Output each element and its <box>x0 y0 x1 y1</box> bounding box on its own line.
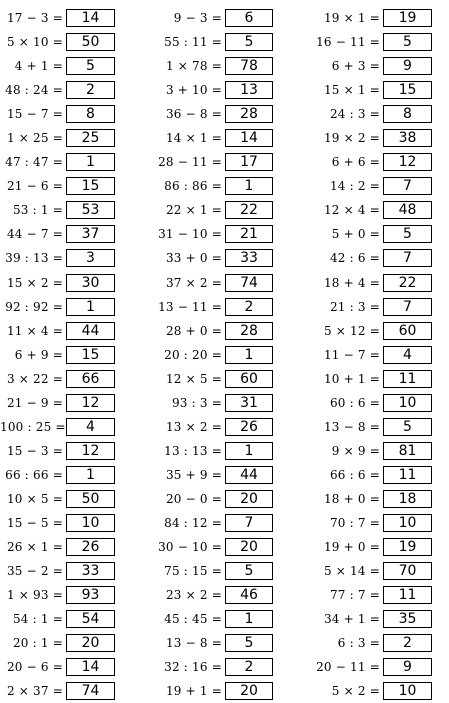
problem-row <box>0 30 115 54</box>
problem-row <box>316 655 432 679</box>
answer-box[interactable]: 1 <box>225 346 273 364</box>
problem-expression: 23 × 2 = <box>165 588 222 603</box>
problem-expression: 54 : 1 = <box>12 612 63 627</box>
answer-box[interactable]: 5 <box>225 634 273 652</box>
problem-expression: 30 − 10 = <box>158 540 222 555</box>
problem-expression: 22 × 1 = <box>165 203 222 218</box>
answer-box[interactable]: 8 <box>383 105 432 123</box>
problem-row <box>316 367 432 391</box>
problem-expression: 15 − 3 = <box>6 443 63 458</box>
answer-box[interactable]: 8 <box>66 105 115 123</box>
answer-box[interactable]: 44 <box>66 322 115 340</box>
answer-box[interactable]: 19 <box>383 538 432 556</box>
problem-expression: 45 : 45 = <box>164 612 222 627</box>
problem-expression: 31 − 10 = <box>158 227 222 242</box>
problem-expression: 33 + 0 = <box>165 251 222 266</box>
answer-box[interactable]: 5 <box>383 418 432 436</box>
problem-expression: 13 − 8 = <box>323 419 380 434</box>
answer-box[interactable]: 54 <box>66 610 115 628</box>
problem-row <box>157 391 273 415</box>
problem-expression: 37 × 2 = <box>165 275 222 290</box>
problem-row <box>0 271 115 295</box>
problem-expression: 14 × 1 = <box>165 131 222 146</box>
answer-box[interactable]: 9 <box>383 658 432 676</box>
answer-box[interactable]: 4 <box>66 418 115 436</box>
problem-expression: 10 × 5 = <box>6 491 63 506</box>
problem-row <box>316 6 432 30</box>
answer-box[interactable]: 44 <box>225 466 273 484</box>
problem-expression: 17 − 3 = <box>6 11 63 26</box>
answer-box[interactable]: 20 <box>66 634 115 652</box>
answer-box[interactable]: 19 <box>383 9 432 27</box>
problem-expression: 66 : 66 = <box>5 467 63 482</box>
problem-expression: 19 × 2 = <box>323 131 380 146</box>
answer-box[interactable]: 12 <box>66 394 115 412</box>
problem-row <box>0 198 115 222</box>
answer-box[interactable]: 81 <box>383 442 432 460</box>
problem-expression: 35 + 9 = <box>165 467 222 482</box>
problem-expression: 14 : 2 = <box>329 179 380 194</box>
problem-row <box>0 535 115 559</box>
problem-row <box>316 30 432 54</box>
problem-row <box>316 607 432 631</box>
problem-row <box>0 150 115 174</box>
answer-box[interactable]: 18 <box>383 490 432 508</box>
problem-expression: 11 − 7 = <box>323 347 380 362</box>
problem-row <box>0 631 115 655</box>
problem-expression: 13 : 13 = <box>164 443 222 458</box>
problem-expression: 60 : 6 = <box>329 395 380 410</box>
problem-row <box>316 583 432 607</box>
problem-row <box>0 391 115 415</box>
problem-row <box>0 655 115 679</box>
problem-row <box>316 463 432 487</box>
answer-box[interactable]: 1 <box>225 610 273 628</box>
problem-expression: 48 : 24 = <box>5 83 63 98</box>
problem-row <box>316 78 432 102</box>
answer-box[interactable]: 7 <box>383 249 432 267</box>
problem-row <box>316 679 432 703</box>
problem-row <box>157 535 273 559</box>
problem-expression: 6 + 9 = <box>14 347 63 362</box>
problem-row <box>0 246 115 270</box>
problem-row <box>157 343 273 367</box>
answer-box[interactable]: 20 <box>225 538 273 556</box>
answer-box[interactable]: 50 <box>66 490 115 508</box>
answer-box[interactable]: 10 <box>66 514 115 532</box>
problem-row <box>316 198 432 222</box>
problem-row <box>157 246 273 270</box>
problem-expression: 47 : 47 = <box>5 155 63 170</box>
answer-box[interactable]: 5 <box>383 225 432 243</box>
answer-box[interactable]: 9 <box>383 57 432 75</box>
answer-box[interactable]: 1 <box>66 153 115 171</box>
problem-row <box>157 30 273 54</box>
problem-row <box>157 439 273 463</box>
problem-row <box>157 295 273 319</box>
problem-expression: 2 × 37 = <box>6 684 63 699</box>
problem-row <box>157 78 273 102</box>
problem-expression: 20 : 1 = <box>12 636 63 651</box>
problem-row <box>157 415 273 439</box>
answer-box[interactable]: 28 <box>225 322 273 340</box>
answer-box[interactable]: 15 <box>66 346 115 364</box>
answer-box[interactable]: 20 <box>225 682 273 700</box>
problem-row <box>157 319 273 343</box>
problem-row <box>157 487 273 511</box>
problem-row <box>0 463 115 487</box>
problem-expression: 9 × 9 = <box>331 443 380 458</box>
problem-expression: 10 + 1 = <box>323 371 380 386</box>
problem-expression: 5 × 14 = <box>323 564 380 579</box>
answer-box[interactable]: 7 <box>383 177 432 195</box>
problem-row <box>0 295 115 319</box>
problem-row <box>0 511 115 535</box>
problem-row <box>316 174 432 198</box>
problem-column-3 <box>316 6 432 703</box>
problem-expression: 92 : 92 = <box>5 299 63 314</box>
answer-box[interactable]: 78 <box>225 57 273 75</box>
answer-box[interactable]: 7 <box>225 514 273 532</box>
problem-row <box>316 295 432 319</box>
problem-expression: 18 + 4 = <box>323 275 380 290</box>
problem-expression: 4 + 1 = <box>14 59 63 74</box>
problem-row <box>157 174 273 198</box>
problem-expression: 20 − 0 = <box>165 491 222 506</box>
answer-box[interactable]: 48 <box>383 201 432 219</box>
problem-expression: 6 + 3 = <box>331 59 380 74</box>
problem-row <box>157 559 273 583</box>
answer-box[interactable]: 66 <box>66 370 115 388</box>
answer-box[interactable]: 2 <box>225 658 273 676</box>
problem-expression: 1 × 25 = <box>6 131 63 146</box>
answer-box[interactable]: 2 <box>66 81 115 99</box>
problem-expression: 13 × 2 = <box>165 419 222 434</box>
problem-expression: 35 − 2 = <box>6 564 63 579</box>
problem-row <box>316 511 432 535</box>
problem-row <box>0 54 115 78</box>
answer-box[interactable]: 14 <box>66 9 115 27</box>
answer-box[interactable]: 7 <box>383 298 432 316</box>
problem-expression: 36 − 8 = <box>165 107 222 122</box>
problem-row <box>157 583 273 607</box>
problem-row <box>157 222 273 246</box>
problem-row <box>316 631 432 655</box>
answer-box[interactable]: 11 <box>383 466 432 484</box>
answer-box[interactable]: 5 <box>225 562 273 580</box>
answer-box[interactable]: 33 <box>66 562 115 580</box>
problem-expression: 100 : 25 = <box>0 419 66 434</box>
answer-box[interactable]: 5 <box>225 33 273 51</box>
problem-row <box>157 102 273 126</box>
answer-box[interactable]: 25 <box>66 129 115 147</box>
problem-row <box>316 246 432 270</box>
answer-box[interactable]: 46 <box>225 586 273 604</box>
problem-expression: 19 × 1 = <box>323 11 380 26</box>
problem-row <box>157 511 273 535</box>
answer-box[interactable]: 60 <box>225 370 273 388</box>
problem-row <box>157 367 273 391</box>
problem-expression: 32 : 16 = <box>164 660 222 675</box>
problem-row <box>316 343 432 367</box>
problem-row <box>316 559 432 583</box>
problem-row <box>0 102 115 126</box>
problem-expression: 86 : 86 = <box>164 179 222 194</box>
problem-expression: 15 − 7 = <box>6 107 63 122</box>
problem-expression: 5 × 12 = <box>323 323 380 338</box>
answer-box[interactable]: 2 <box>383 634 432 652</box>
problem-expression: 20 − 11 = <box>316 660 380 675</box>
problem-row <box>0 607 115 631</box>
answer-box[interactable]: 5 <box>66 57 115 75</box>
problem-expression: 9 − 3 = <box>173 11 222 26</box>
problem-row <box>0 319 115 343</box>
answer-box[interactable]: 37 <box>66 225 115 243</box>
problem-row <box>0 78 115 102</box>
problem-row <box>0 343 115 367</box>
problem-row <box>316 126 432 150</box>
problem-column-2 <box>157 6 273 703</box>
problem-row <box>316 102 432 126</box>
problem-expression: 93 : 3 = <box>171 395 222 410</box>
problem-expression: 13 − 8 = <box>165 636 222 651</box>
problem-expression: 12 × 4 = <box>323 203 380 218</box>
problem-row <box>316 271 432 295</box>
problem-expression: 42 : 6 = <box>329 251 380 266</box>
problem-expression: 16 − 11 = <box>316 35 380 50</box>
problem-expression: 15 × 1 = <box>323 83 380 98</box>
problem-expression: 21 : 3 = <box>329 299 380 314</box>
problem-row <box>0 367 115 391</box>
problem-row <box>157 54 273 78</box>
answer-box[interactable]: 11 <box>383 586 432 604</box>
problem-row <box>316 535 432 559</box>
problem-expression: 34 + 1 = <box>323 612 380 627</box>
problem-row <box>0 222 115 246</box>
problem-expression: 12 × 5 = <box>165 371 222 386</box>
answer-box[interactable]: 10 <box>383 394 432 412</box>
answer-box[interactable]: 38 <box>383 129 432 147</box>
problem-row <box>0 679 115 703</box>
problem-row <box>0 487 115 511</box>
problem-row <box>0 439 115 463</box>
problem-row <box>157 631 273 655</box>
problem-expression: 15 − 5 = <box>6 516 63 530</box>
problem-expression: 75 : 15 = <box>164 564 222 579</box>
answer-box[interactable]: 3 <box>66 249 115 267</box>
problem-expression: 44 − 7 = <box>6 227 63 242</box>
answer-box[interactable]: 10 <box>383 682 432 700</box>
answer-box[interactable]: 4 <box>383 346 432 364</box>
answer-box[interactable]: 26 <box>225 418 273 436</box>
answer-box[interactable]: 11 <box>383 370 432 388</box>
problem-expression: 3 + 10 = <box>165 83 222 98</box>
problem-expression: 3 × 22 = <box>6 371 63 386</box>
problem-row <box>316 439 432 463</box>
answer-box[interactable]: 31 <box>225 394 273 412</box>
problem-expression: 5 × 10 = <box>6 35 63 50</box>
answer-box[interactable]: 26 <box>66 538 115 556</box>
answer-box[interactable]: 15 <box>383 81 432 99</box>
problem-row <box>157 6 273 30</box>
problem-expression: 5 × 2 = <box>331 684 380 699</box>
answer-box[interactable]: 20 <box>225 490 273 508</box>
problem-row <box>316 54 432 78</box>
problem-expression: 11 × 4 = <box>6 323 63 338</box>
problem-expression: 5 + 0 = <box>331 227 380 242</box>
problem-row <box>0 6 115 30</box>
problem-expression: 21 − 6 = <box>6 179 63 194</box>
problem-expression: 77 : 7 = <box>329 588 380 603</box>
answer-box[interactable]: 74 <box>66 682 115 700</box>
answer-box[interactable]: 93 <box>66 586 115 604</box>
problem-expression: 1 × 93 = <box>6 588 63 603</box>
problem-expression: 20 − 6 = <box>6 660 63 675</box>
answer-box[interactable]: 12 <box>383 153 432 171</box>
answer-box[interactable]: 5 <box>383 33 432 51</box>
problem-row <box>157 271 273 295</box>
problem-expression: 6 : 3 = <box>337 636 380 651</box>
problem-row <box>0 583 115 607</box>
problem-row <box>316 150 432 174</box>
problem-row <box>157 150 273 174</box>
answer-box[interactable]: 12 <box>66 442 115 460</box>
answer-box[interactable]: 30 <box>66 274 115 292</box>
problem-expression: 13 − 11 = <box>158 299 222 314</box>
problem-row <box>157 463 273 487</box>
answer-box[interactable]: 22 <box>383 274 432 292</box>
problem-expression: 53 : 1 = <box>12 203 63 218</box>
problem-expression: 18 + 0 = <box>323 491 380 506</box>
answer-box[interactable]: 70 <box>383 562 432 580</box>
problem-column-1 <box>0 6 115 703</box>
problem-expression: 28 + 0 = <box>165 323 222 338</box>
answer-box[interactable]: 60 <box>383 322 432 340</box>
problem-expression: 26 × 1 = <box>6 540 63 555</box>
answer-box[interactable]: 14 <box>66 658 115 676</box>
answer-box[interactable]: 13 <box>225 81 273 99</box>
answer-box[interactable]: 22 <box>225 201 273 219</box>
answer-box[interactable]: 10 <box>383 514 432 532</box>
answer-box[interactable]: 2 <box>225 298 273 316</box>
problem-row <box>157 607 273 631</box>
problem-expression: 20 : 20 = <box>164 347 222 362</box>
problem-expression: 70 : 7 = <box>329 516 380 530</box>
problem-expression: 1 × 78 = <box>165 59 222 74</box>
problem-row <box>0 415 115 439</box>
answer-box[interactable]: 15 <box>66 177 115 195</box>
answer-box[interactable]: 1 <box>66 298 115 316</box>
answer-box[interactable]: 1 <box>66 466 115 484</box>
problem-row <box>157 126 273 150</box>
problem-expression: 66 : 6 = <box>329 467 380 482</box>
problem-expression: 21 − 9 = <box>6 395 63 410</box>
answer-box[interactable]: 6 <box>225 9 273 27</box>
problem-row <box>316 391 432 415</box>
problem-expression: 19 + 1 = <box>165 684 222 699</box>
answer-box[interactable]: 1 <box>225 442 273 460</box>
answer-box[interactable]: 74 <box>225 274 273 292</box>
answer-box[interactable]: 1 <box>225 177 273 195</box>
problem-expression: 55 : 11 = <box>164 35 222 50</box>
problem-row <box>0 559 115 583</box>
problem-expression: 24 : 3 = <box>329 107 380 122</box>
problem-expression: 39 : 13 = <box>5 251 63 266</box>
answer-box[interactable]: 21 <box>225 225 273 243</box>
problem-expression: 84 : 12 = <box>164 516 222 530</box>
problem-expression: 15 × 2 = <box>6 275 63 290</box>
problem-row <box>316 487 432 511</box>
answer-box[interactable]: 50 <box>66 33 115 51</box>
problem-row <box>157 679 273 703</box>
problem-row <box>316 222 432 246</box>
problem-row <box>0 174 115 198</box>
problem-row <box>316 415 432 439</box>
answer-box[interactable]: 14 <box>225 129 273 147</box>
problem-row <box>157 655 273 679</box>
answer-box[interactable]: 17 <box>225 153 273 171</box>
answer-box[interactable]: 28 <box>225 105 273 123</box>
problem-expression: 19 + 0 = <box>323 540 380 555</box>
problem-row <box>316 319 432 343</box>
problem-row <box>157 198 273 222</box>
answer-box[interactable]: 53 <box>66 201 115 219</box>
problem-row <box>0 126 115 150</box>
answer-box[interactable]: 35 <box>383 610 432 628</box>
answer-box[interactable]: 33 <box>225 249 273 267</box>
problem-expression: 28 − 11 = <box>158 155 222 170</box>
problem-expression: 6 + 6 = <box>331 155 380 170</box>
